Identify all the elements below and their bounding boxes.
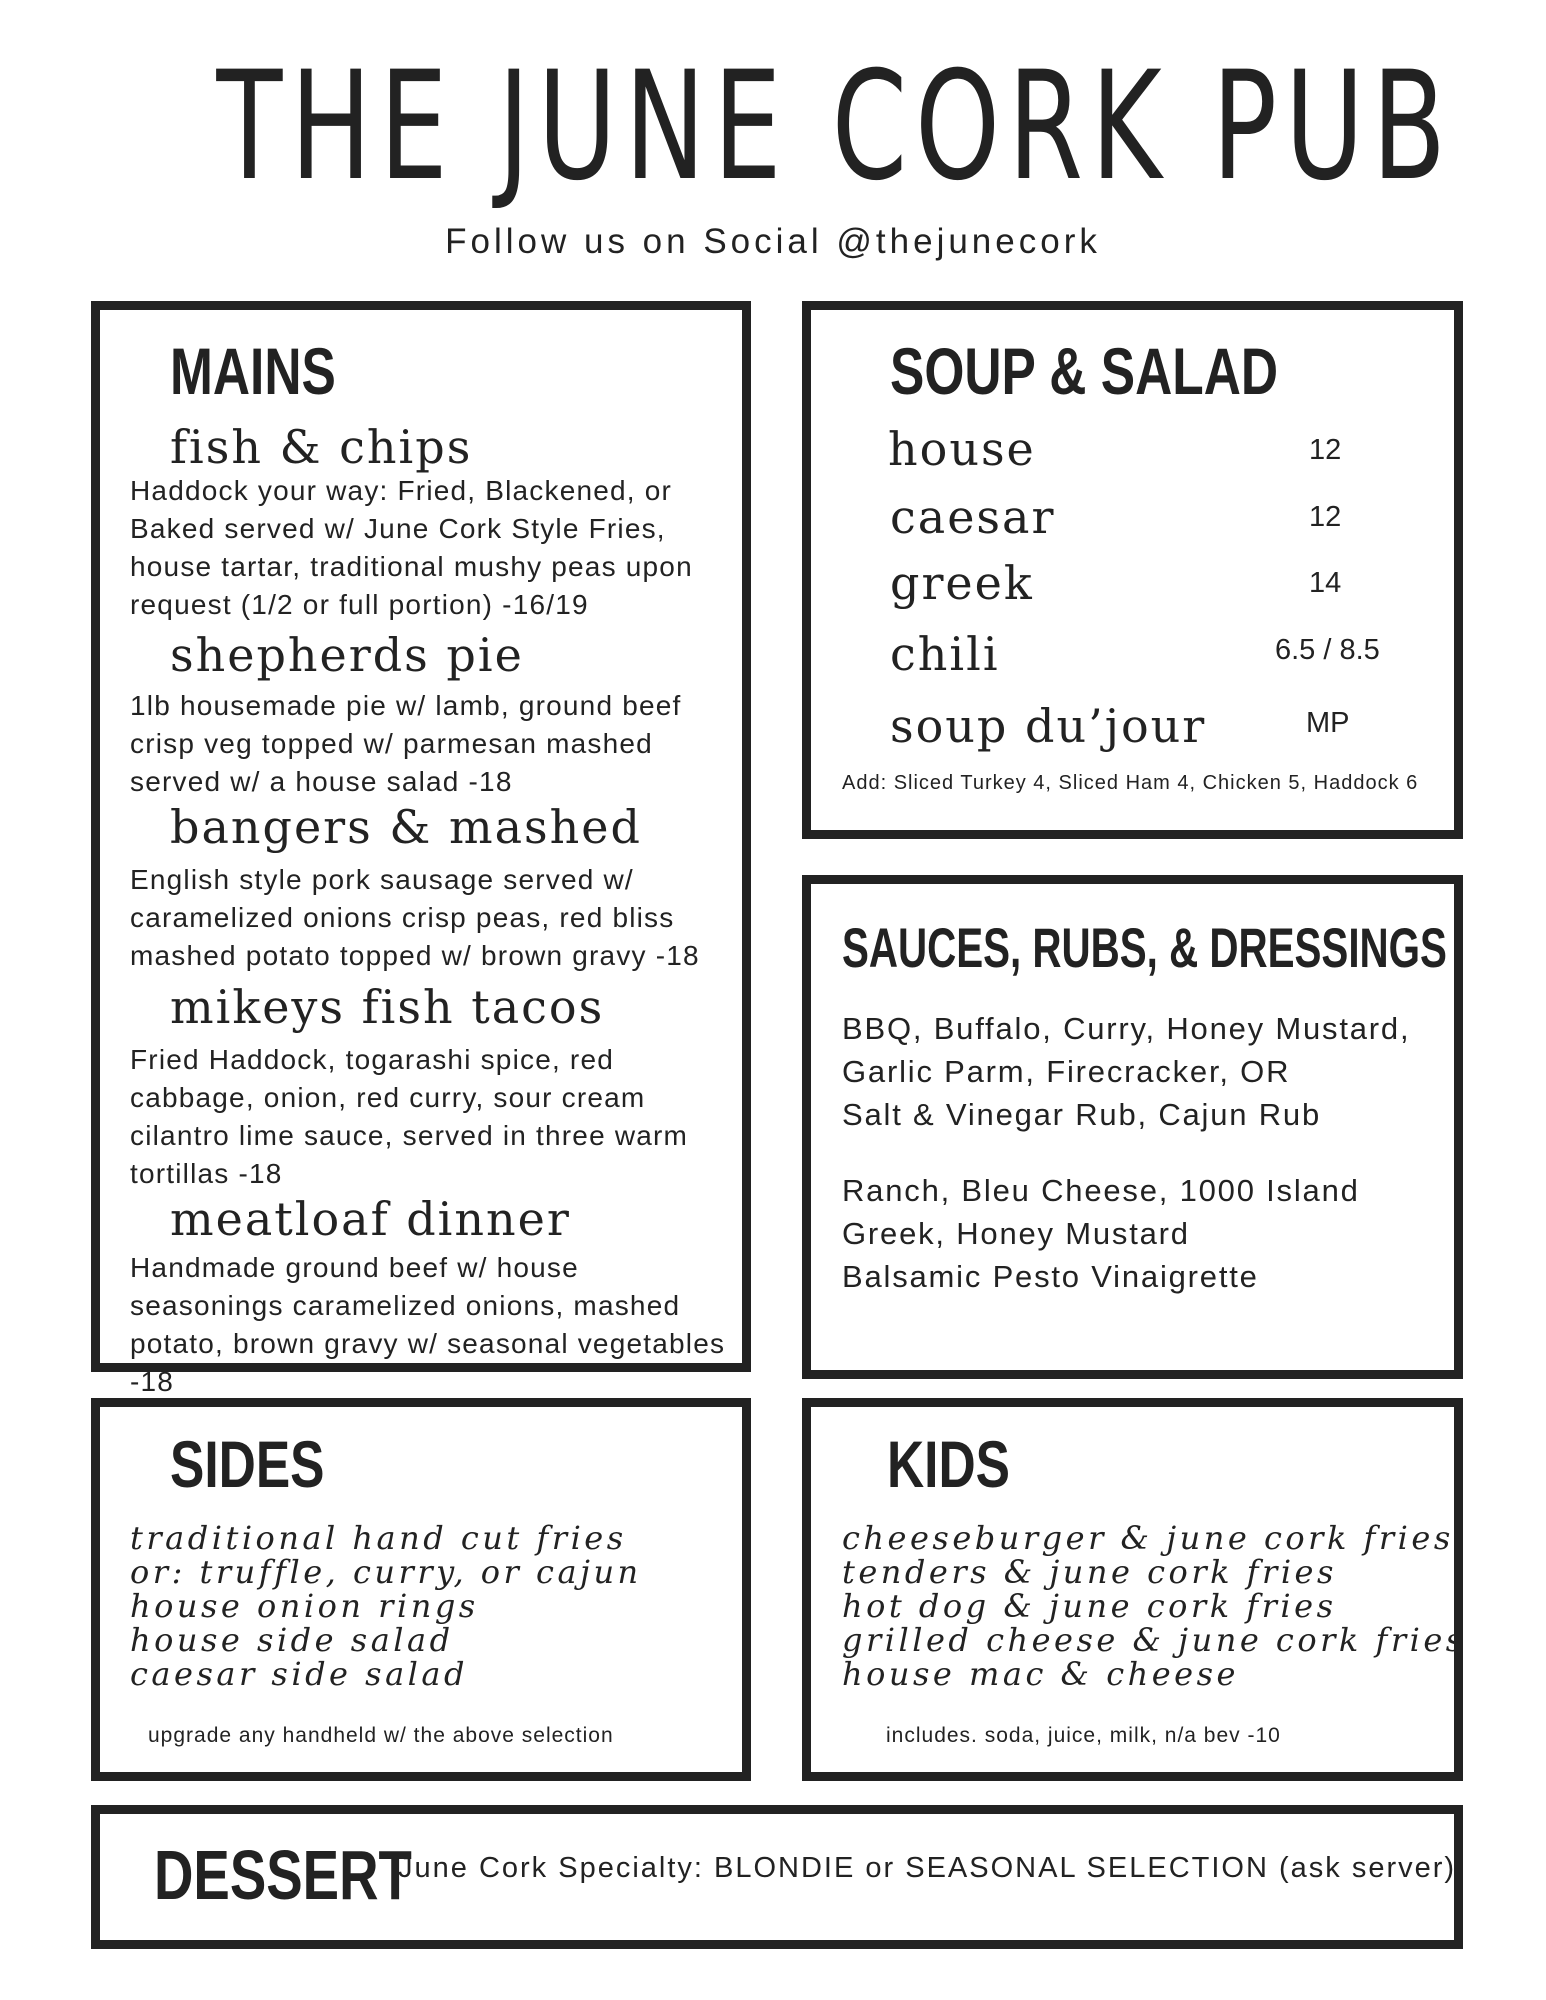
sauces-list: BBQ, Buffalo, Curry, Honey Mustard, Garlic Parm, Firecracker, OR Salt & Vinegar Rub, Cajun Rub xyxy=(842,1011,1411,1132)
main-item-name: bangers & mashed xyxy=(170,800,642,854)
sides-heading: SIDES xyxy=(170,1427,325,1501)
soup-salad-item-price: 12 xyxy=(1309,501,1342,533)
main-item-desc: Handmade ground beef w/ house seasonings caramelized onions, mashed potato, brown gravy w/ seasonal vegetables -18 xyxy=(130,1252,726,1397)
soup-salad-item-name: chili xyxy=(890,627,1000,681)
soup-salad-heading: SOUP & SALAD xyxy=(890,334,1279,408)
add-protein-note: Add: Sliced Turkey 4, Sliced Ham 4, Chicken 5, Haddock 6 xyxy=(842,772,1419,794)
main-item-name: shepherds pie xyxy=(170,628,524,682)
dressings-list: Ranch, Bleu Cheese, 1000 Island Greek, Honey Mustard Balsamic Pesto Vinaigrette xyxy=(842,1173,1360,1294)
soup-salad-item-price: MP xyxy=(1306,707,1350,739)
soup-salad-item-price: 12 xyxy=(1309,434,1342,466)
kids-list: cheeseburger & june cork fries tenders & june cork fries hot dog & june cork fries grilled cheese & june cork fries house mac & cheese xyxy=(842,1519,1466,1693)
main-item-name: mikeys fish tacos xyxy=(170,980,605,1034)
main-item-name: meatloaf dinner xyxy=(170,1192,571,1246)
sides-note: upgrade any handheld w/ the above selection xyxy=(148,1724,614,1747)
soup-salad-item-name: greek xyxy=(890,556,1034,610)
soup-salad-item-price: 14 xyxy=(1309,567,1342,599)
main-item-name: fish & chips xyxy=(170,420,473,474)
kids-note: includes. soda, juice, milk, n/a bev -10 xyxy=(886,1724,1281,1747)
dessert-heading: DESSERT xyxy=(154,1836,412,1914)
soup-salad-item-name: caesar xyxy=(890,490,1056,544)
mains-heading: MAINS xyxy=(170,334,336,408)
main-item-desc: 1lb housemade pie w/ lamb, ground beef crisp veg topped w/ parmesan mashed served w/ a house salad -18 xyxy=(130,690,682,797)
soup-salad-item-price: 6.5 / 8.5 xyxy=(1275,634,1380,666)
social-handle: Follow us on Social @thejunecork xyxy=(445,222,1101,261)
soup-salad-item-name: house xyxy=(888,422,1036,476)
main-item-desc: Fried Haddock, togarashi spice, red cabbage, onion, red curry, sour cream cilantro lime sauce, served in three warm tortillas -18 xyxy=(130,1044,689,1189)
dessert-text: June Cork Specialty: BLONDIE or SEASONAL SELECTION (ask server) xyxy=(398,1852,1457,1884)
sauces-heading: SAUCES, RUBS, & DRESSINGS xyxy=(842,916,1447,979)
pub-title: THE JUNE CORK PUB xyxy=(216,40,1454,214)
soup-salad-item-name: soup du’jour xyxy=(890,699,1207,753)
kids-heading: KIDS xyxy=(887,1427,1010,1501)
sides-list: traditional hand cut fries or: truffle, curry, or cajun house onion rings house side salad caesar side salad xyxy=(130,1519,642,1693)
main-item-desc: English style pork sausage served w/ caramelized onions crisp peas, red bliss mashed potato topped w/ brown gravy -18 xyxy=(130,864,700,971)
main-item-desc: Haddock your way: Fried, Blackened, or Baked served w/ June Cork Style Fries, house tartar, traditional mushy peas upon request (1/2 or full portion) -16/19 xyxy=(130,475,693,620)
